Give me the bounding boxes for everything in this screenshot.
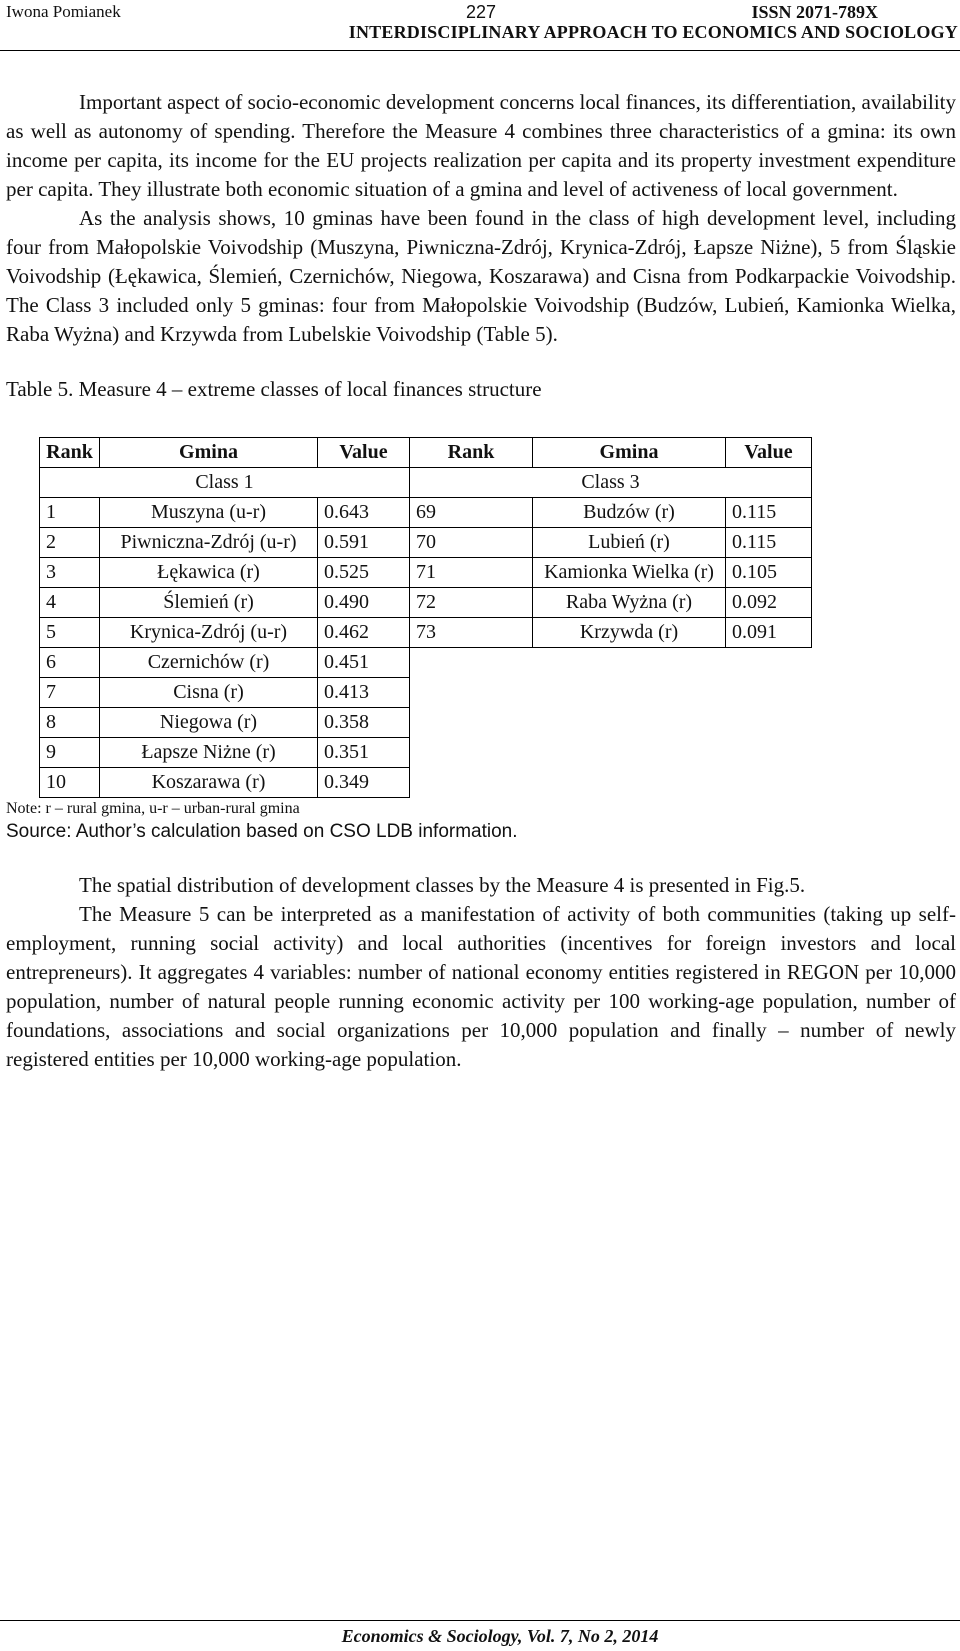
gmina-cell: Ślemień (r) [100, 588, 318, 618]
col-header-rank: Rank [410, 438, 533, 468]
table-source: Source: Author’s calculation based on CSO LDB information. [6, 821, 518, 842]
value-cell: 0.643 [318, 498, 410, 528]
empty-cell [410, 648, 533, 678]
page-body [6, 88, 956, 1074]
gmina-cell: Krynica-Zdrój (u-r) [100, 618, 318, 648]
gmina-cell: Koszarawa (r) [100, 768, 318, 798]
rank-cell: 5 [40, 618, 100, 648]
empty-cell [533, 678, 726, 708]
gmina-cell: Niegowa (r) [100, 708, 318, 738]
header-journal-title: INTERDISCIPLINARY APPROACH TO ECONOMICS AND SOCIOLOGY [348, 22, 958, 42]
gmina-cell: Cisna (r) [100, 678, 318, 708]
table-row [40, 498, 812, 528]
empty-cell [726, 768, 812, 798]
empty-cell [410, 738, 533, 768]
gmina-cell: Kamionka Wielka (r) [533, 558, 726, 588]
empty-cell [533, 738, 726, 768]
empty-cell [726, 678, 812, 708]
rank-cell: 3 [40, 558, 100, 588]
col-header-value: Value [318, 438, 410, 468]
header-author: Iwona Pomianek [6, 2, 121, 21]
table-header-row [40, 438, 812, 468]
empty-cell [533, 648, 726, 678]
rank-cell: 8 [40, 708, 100, 738]
rank-cell: 7 [40, 678, 100, 708]
value-cell: 0.591 [318, 528, 410, 558]
rank-cell: 2 [40, 528, 100, 558]
body-paragraph: The spatial distribution of development classes by the Measure 4 is presented in Fig.5. [79, 873, 806, 897]
value-cell: 0.358 [318, 708, 410, 738]
value-cell: 0.525 [318, 558, 410, 588]
table-note: Note: r – rural gmina, u-r – urban-rural gmina [6, 800, 300, 817]
table-row [40, 618, 812, 648]
rank-cell: 6 [40, 648, 100, 678]
value-cell: 0.462 [318, 618, 410, 648]
gmina-cell: Łękawica (r) [100, 558, 318, 588]
col-header-gmina: Gmina [533, 438, 726, 468]
rank-cell: 70 [410, 528, 533, 558]
table-row [40, 708, 812, 738]
empty-cell [533, 708, 726, 738]
page-number: 227 [466, 2, 497, 22]
footer-journal-info: Economics & Sociology, Vol. 7, No 2, 2014 [341, 1626, 659, 1646]
gmina-cell: Lubień (r) [533, 528, 726, 558]
empty-cell [533, 768, 726, 798]
class-label-left: Class 1 [40, 468, 410, 498]
page-header [0, 0, 960, 51]
empty-cell [726, 738, 812, 768]
value-cell: 0.413 [318, 678, 410, 708]
gmina-cell: Raba Wyżna (r) [533, 588, 726, 618]
results-table [39, 437, 812, 798]
header-issn: ISSN 2071-789X [751, 2, 878, 22]
table-row [40, 528, 812, 558]
table-row [40, 648, 812, 678]
gmina-cell: Łapsze Niżne (r) [100, 738, 318, 768]
col-header-rank: Rank [40, 438, 100, 468]
empty-cell [410, 708, 533, 738]
table-class-row [40, 468, 812, 498]
value-cell: 0.115 [726, 528, 812, 558]
rank-cell: 72 [410, 588, 533, 618]
class-label-right: Class 3 [410, 468, 812, 498]
value-cell: 0.351 [318, 738, 410, 768]
gmina-cell: Krzywda (r) [533, 618, 726, 648]
empty-cell [410, 678, 533, 708]
gmina-cell: Muszyna (u-r) [100, 498, 318, 528]
table-body [40, 498, 812, 798]
body-paragraph: Important aspect of socio-economic development concerns local finances, its differentiation, availability as well as autonomy of spending. Therefore the Measure 4 combines three characteristics of a gmina: its own income per capita, its income for the EU projects realization per capita and its property investment expenditure per capita. They illustrate both economic situation of a gmina and level of activeness of local government. [6, 90, 956, 201]
rank-cell: 9 [40, 738, 100, 768]
value-cell: 0.451 [318, 648, 410, 678]
table-row [40, 678, 812, 708]
empty-cell [410, 768, 533, 798]
col-header-gmina: Gmina [100, 438, 318, 468]
gmina-cell: Czernichów (r) [100, 648, 318, 678]
table-row [40, 738, 812, 768]
page-footer [0, 1620, 960, 1651]
body-paragraph: As the analysis shows, 10 gminas have been found in the class of high development level, including four from Małopolskie Voivodship (Muszyna, Piwniczna-Zdrój, Krynica-Zdrój, Łapsze Niżne), 5 from Śląskie Voivodship (Łękawica, Ślemień, Czernichów, Niegowa, Koszarawa) and Cisna from Podkarpackie Voivodship. The Class 3 included only 5 gminas: four from Małopolskie Voivodship (Budzów, Lubień, Kamionka Wielka, Raba Wyżna) and Krzywda from Lubelskie Voivodship (Table 5). [6, 206, 956, 346]
value-cell: 0.490 [318, 588, 410, 618]
col-header-value: Value [726, 438, 812, 468]
table-row [40, 558, 812, 588]
value-cell: 0.091 [726, 618, 812, 648]
table-caption: Table 5. Measure 4 – extreme classes of local finances structure [6, 377, 542, 401]
gmina-cell: Budzów (r) [533, 498, 726, 528]
rank-cell: 4 [40, 588, 100, 618]
rank-cell: 1 [40, 498, 100, 528]
empty-cell [726, 648, 812, 678]
value-cell: 0.349 [318, 768, 410, 798]
rank-cell: 73 [410, 618, 533, 648]
gmina-cell: Piwniczna-Zdrój (u-r) [100, 528, 318, 558]
table-row [40, 588, 812, 618]
rank-cell: 71 [410, 558, 533, 588]
rank-cell: 69 [410, 498, 533, 528]
body-paragraph: The Measure 5 can be interpreted as a manifestation of activity of both communities (taking up self-employment, running social activity) and local authorities (incentives for foreign investors and local entrepreneurs). It aggregates 4 variables: number of national economy entities registered in REGON per 10,000 population, number of natural people running economic activity per 100 working-age population, number of foundations, associations and social organizations per 10,000 population and finally – number of newly registered entities per 10,000 working-age population. [6, 902, 956, 1071]
rank-cell: 10 [40, 768, 100, 798]
value-cell: 0.115 [726, 498, 812, 528]
empty-cell [726, 708, 812, 738]
value-cell: 0.092 [726, 588, 812, 618]
table-row [40, 768, 812, 798]
value-cell: 0.105 [726, 558, 812, 588]
